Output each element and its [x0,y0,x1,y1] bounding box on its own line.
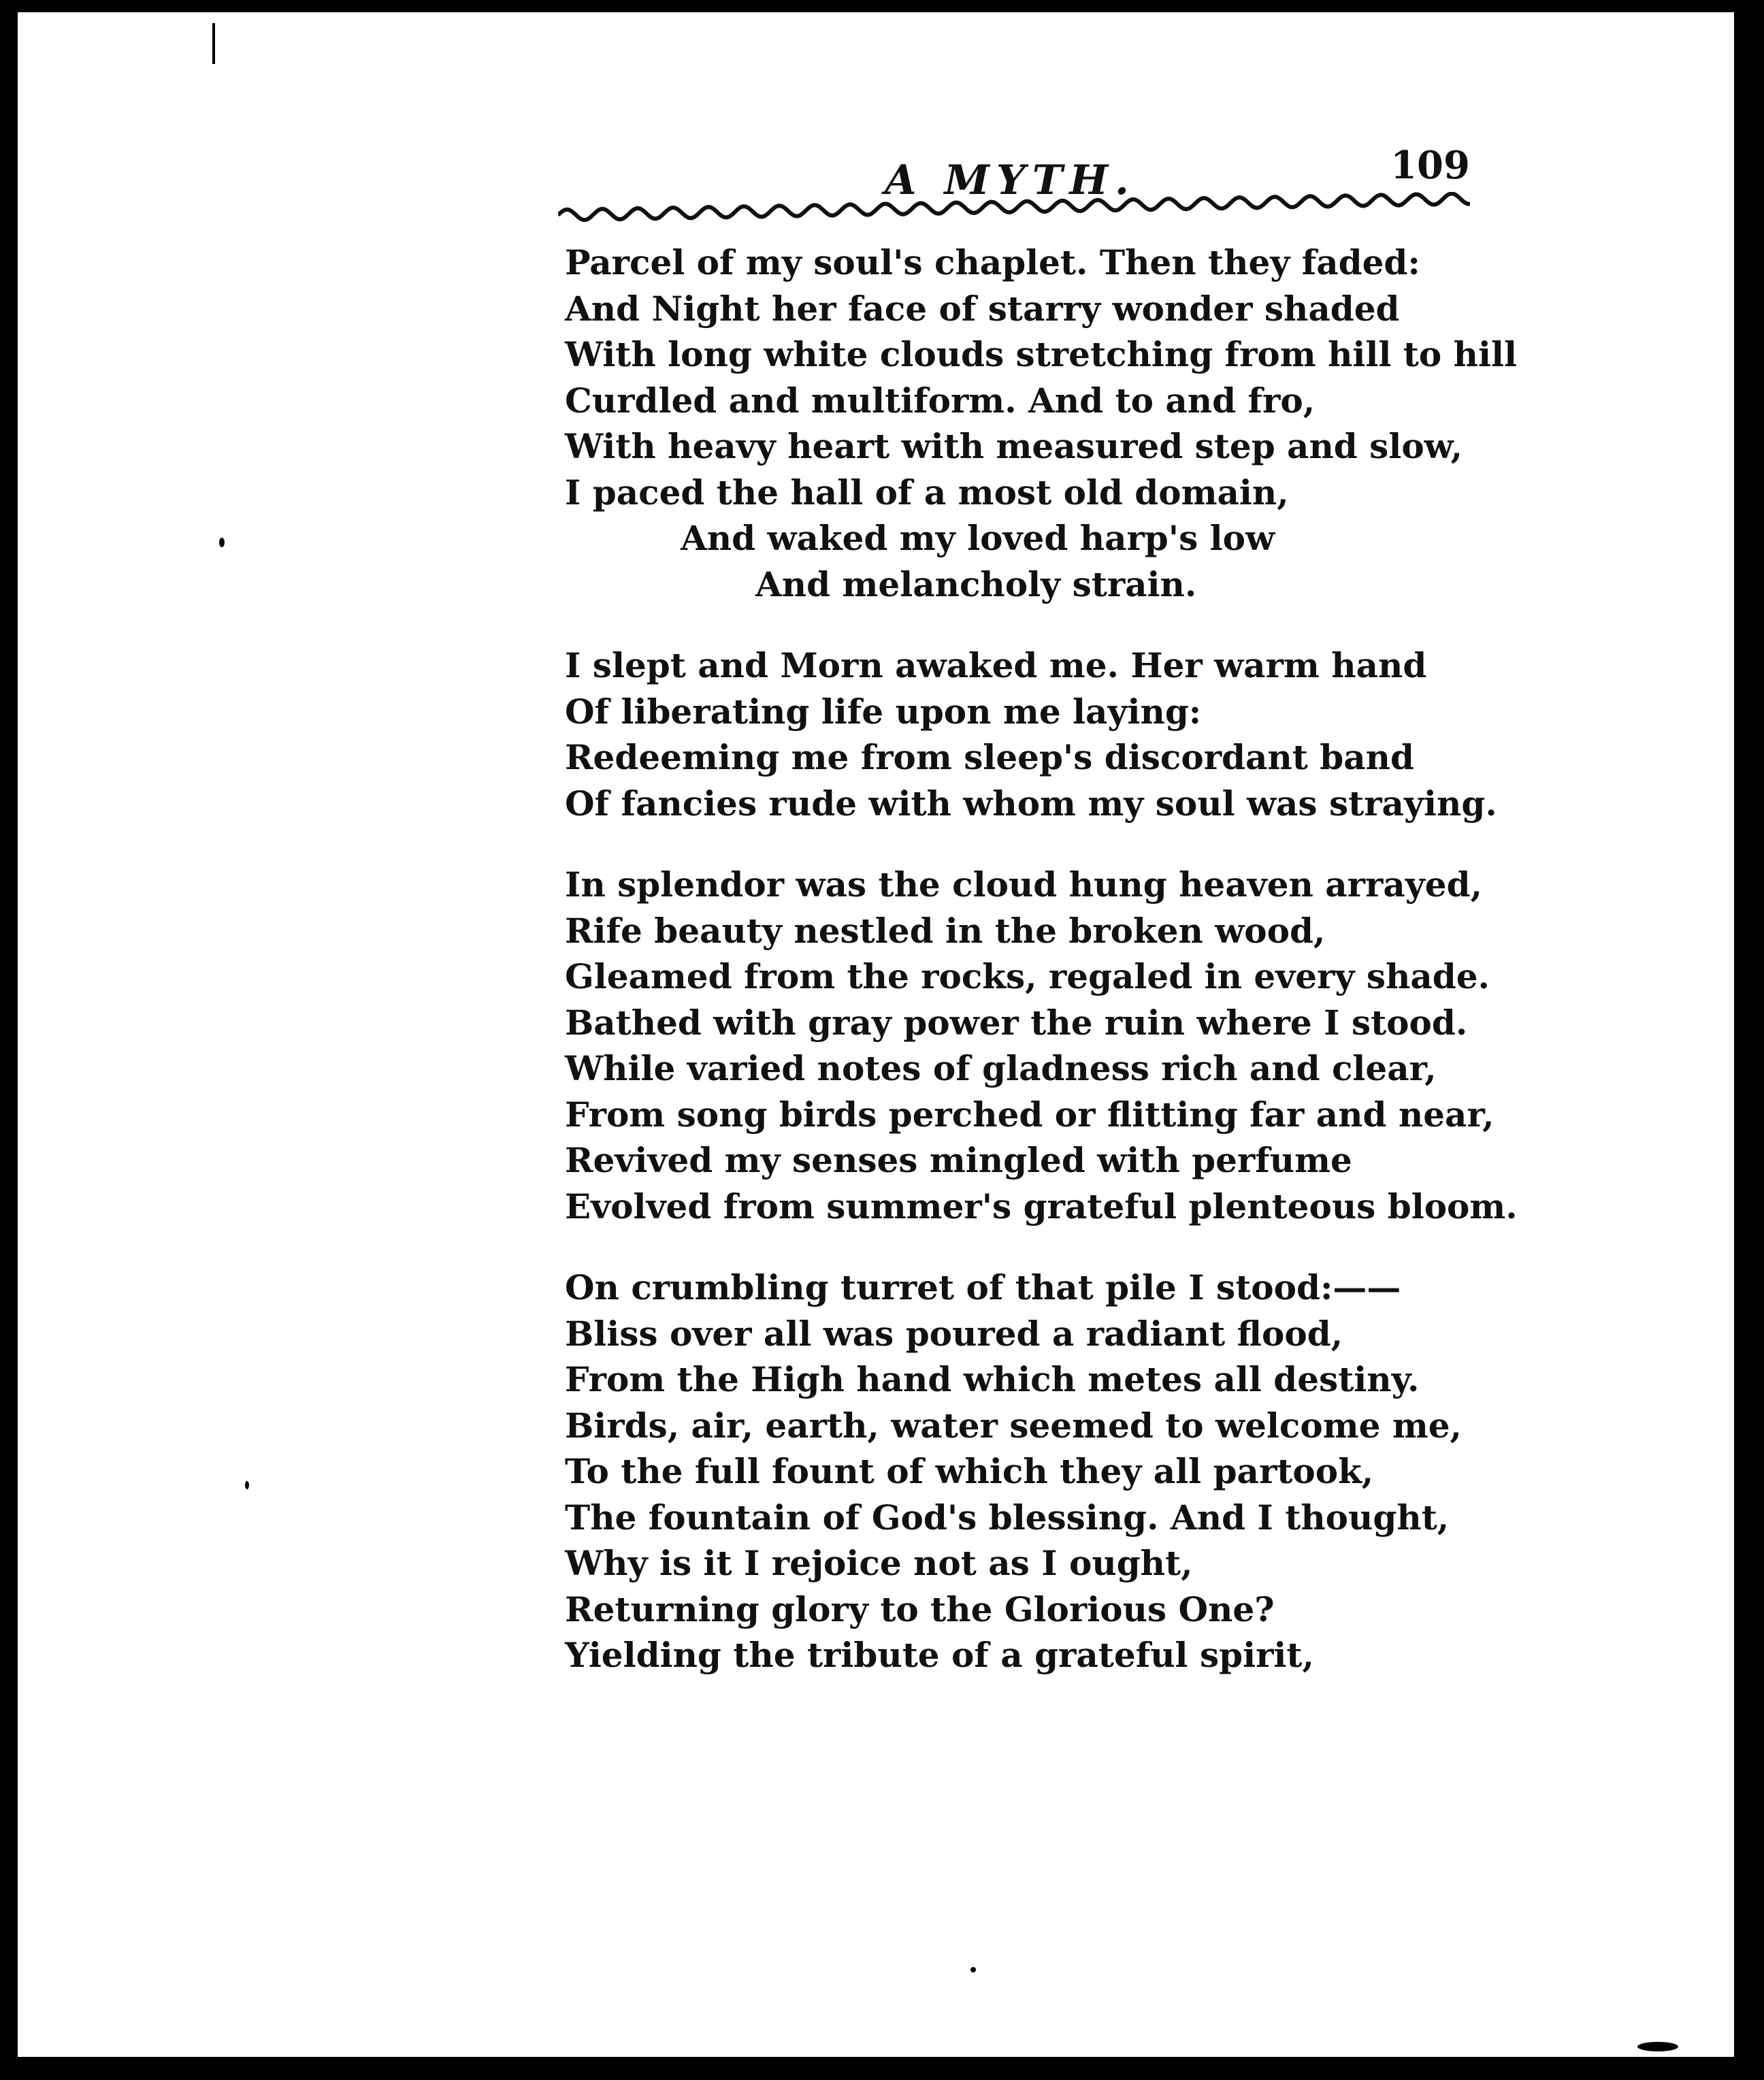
poem-line: And Night her face of starry wonder shaded [565,288,1400,329]
poem-line: Returning glory to the Glorious One? [565,1589,1275,1629]
scan-speck [1637,2042,1678,2051]
poem-line: The fountain of God's blessing. And I thought, [565,1497,1450,1538]
poem-line: In splendor was the cloud hung heaven arrayed, [565,864,1482,905]
poem-line: Curdled and multiform. And to and fro, [565,380,1316,421]
poem-line: With long white clouds stretching from hill to hill [565,334,1517,374]
scan-speck [219,538,225,547]
poem-line: Gleamed from the rocks, regaled in every shade. [565,956,1490,996]
poem-line: Parcel of my soul's chaplet. Then they faded: [565,242,1420,282]
poem-line: Of fancies rude with whom my soul was straying. [565,783,1497,824]
poem-line: Why is it I rejoice not as I ought, [565,1543,1193,1583]
poem-line: While varied notes of gladness rich and clear, [565,1048,1437,1088]
stanza-1 [565,240,1518,607]
poem-line: Revived my senses mingled with perfume [565,1140,1352,1180]
stanza-4 [565,1265,1518,1678]
poem-line: Bathed with gray power the ruin where I stood. [565,1002,1468,1043]
poem-line: Birds, air, earth, water seemed to welcome me, [565,1405,1462,1446]
wavy-rule-ornament [558,192,1470,233]
scan-speck [245,1481,249,1489]
stanza-3 [565,862,1518,1229]
poem-line: From the High hand which metes all destiny. [565,1359,1420,1399]
scan-edge-right [1734,0,1746,2069]
poem-body [565,240,1518,1714]
running-title: A MYTH. [885,157,1136,204]
scan-mark-left [212,23,215,64]
poem-line: Evolved from summer's grateful plenteous bloom. [565,1186,1518,1226]
scan-speck [970,1967,976,1972]
poem-line: With heavy heart with measured step and slow, [565,426,1463,466]
poem-line: From song birds perched or flitting far and near, [565,1094,1494,1135]
poem-line: And waked my loved harp's low [681,518,1275,558]
poem-line: On crumbling turret of that pile I stood:—— [565,1267,1401,1307]
poem-line: Rife beauty nestled in the broken wood, [565,910,1326,951]
poem-line: Redeeming me from sleep's discordant band [565,737,1414,777]
stanza-2 [565,643,1518,826]
poem-line: To the full fount of which they all partook, [565,1451,1374,1491]
page-number: 109 [1390,143,1470,188]
poem-line: I paced the hall of a most old domain, [565,472,1289,513]
scan-edge-bottom [18,2057,1746,2069]
poem-line: Yielding the tribute of a grateful spirit, [565,1635,1314,1675]
poem-line: I slept and Morn awaked me. Her warm hand [565,645,1427,685]
scan-edge-top [18,0,1746,12]
poem-line: And melancholy strain. [755,564,1197,604]
poem-line: Of liberating life upon me laying: [565,691,1202,732]
poem-line: Bliss over all was poured a radiant flood, [565,1313,1343,1354]
